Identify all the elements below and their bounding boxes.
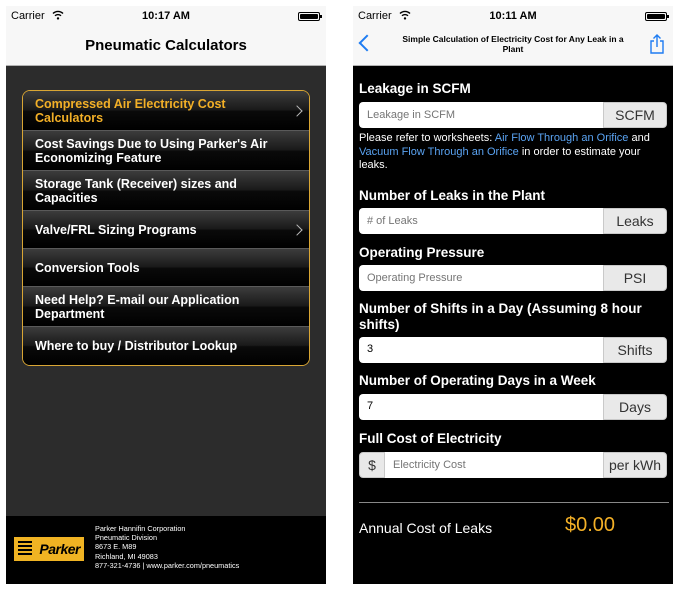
address-line[interactable]: 877-321-4736 | www.parker.com/pneumatics (95, 560, 240, 570)
company-address (95, 524, 239, 570)
leakage-field-group (359, 102, 667, 128)
leakage-unit: SCFM (603, 102, 667, 128)
annual-cost-value: $0.00 (565, 514, 616, 536)
calculator-menu (22, 90, 310, 366)
electricity-label: Full Cost of Electricity (359, 430, 502, 446)
result-divider (359, 502, 669, 503)
page-title: Pneumatic Calculators (85, 37, 247, 54)
battery-icon (645, 12, 667, 21)
status-bar (353, 6, 673, 26)
clock: 10:17 AM (142, 10, 190, 22)
address-line: Pneumatic Division (95, 533, 158, 543)
leak-cost-calculator-screen (353, 6, 673, 584)
pressure-unit: PSI (603, 265, 667, 291)
note-text: Please refer to worksheets: (359, 132, 495, 144)
days-unit: Days (603, 394, 667, 420)
menu-item-storage-tank-sizes[interactable] (23, 171, 309, 211)
days-field-group (359, 394, 667, 420)
share-icon[interactable] (649, 34, 665, 54)
electricity-unit: per kWh (603, 452, 667, 478)
pneumatic-calculators-screen (6, 6, 326, 584)
menu-item-label: Storage Tank (Receiver) sizes and Capacities (35, 176, 237, 205)
days-input[interactable]: 7 (359, 394, 603, 420)
leaks-unit: Leaks (603, 208, 667, 234)
shifts-label (359, 301, 673, 333)
address-line: Parker Hannifin Corporation (95, 524, 186, 533)
footer (6, 516, 326, 584)
leakage-label: Leakage in SCFM (359, 81, 471, 96)
status-bar (6, 6, 326, 26)
calculator-form (359, 66, 673, 478)
shifts-input[interactable]: 3 (359, 337, 603, 363)
vacuum-flow-orifice-link[interactable]: Vacuum Flow Through an Orifice (359, 145, 519, 158)
menu-item-valve-frl-sizing[interactable] (23, 211, 309, 249)
address-line: 8673 E. M89 (95, 542, 137, 552)
shifts-unit: Shifts (603, 337, 667, 363)
pressure-input[interactable] (359, 265, 603, 291)
chevron-right-icon (291, 105, 302, 116)
menu-item-where-to-buy[interactable] (23, 327, 309, 365)
menu-item-label: Need Help? E-mail our Application Department (35, 292, 240, 321)
pressure-label: Operating Pressure (359, 244, 485, 260)
electricity-field-group (359, 452, 667, 478)
battery-icon (298, 12, 320, 21)
logo-text: Parker (39, 541, 80, 557)
leaks-label: Number of Leaks in the Plant (359, 187, 546, 203)
electricity-cost-input[interactable] (385, 452, 603, 478)
navigation-bar (6, 6, 326, 66)
leakage-input[interactable] (359, 102, 603, 128)
carrier-label: Carrier (358, 10, 392, 22)
shifts-label-main: Number of Shifts in a Day (359, 300, 524, 316)
annual-cost-label: Annual Cost of Leaks (359, 520, 493, 536)
menu-item-label: Cost Savings Due to Using Parker's Air Economizing Feature (35, 136, 268, 165)
menu-item-label: Compressed Air Electricity Cost Calculators (35, 96, 226, 125)
worksheet-note (359, 132, 659, 173)
air-flow-orifice-link[interactable]: Air Flow Through an Orifice (494, 132, 629, 144)
pressure-field-group (359, 265, 667, 291)
menu-item-compressed-air-electricity-cost[interactable] (23, 91, 309, 131)
parker-logo[interactable] (14, 537, 84, 561)
note-text: and (628, 132, 650, 144)
days-label: Number of Operating Days in a Week (359, 372, 596, 388)
navigation-bar (353, 6, 673, 66)
menu-item-label: Valve/FRL Sizing Programs (35, 222, 197, 237)
currency-prefix: $ (359, 452, 385, 478)
menu-item-conversion-tools[interactable] (23, 249, 309, 287)
clock: 10:11 AM (489, 10, 537, 22)
shifts-field-group (359, 337, 667, 363)
page-title: Simple Calculation of Electricity Cost for Any Leak in a Plant (402, 34, 624, 54)
logo-stripes (18, 541, 32, 557)
menu-item-label: Where to buy / Distributor Lookup (35, 339, 238, 353)
address-line: Richland, MI 49083 (95, 551, 158, 561)
menu-item-air-economizing-savings[interactable] (23, 131, 309, 171)
carrier-label: Carrier (11, 10, 45, 22)
chevron-right-icon (291, 224, 302, 235)
menu-item-need-help-email[interactable] (23, 287, 309, 327)
leaks-field-group (359, 208, 667, 234)
menu-item-label: Conversion Tools (35, 260, 140, 275)
leaks-input[interactable] (359, 208, 603, 234)
back-chevron-icon[interactable] (359, 35, 376, 52)
shifts-label-note: (Assuming 8 hour shifts) (359, 300, 642, 332)
note-text: in order to estimate your leaks. (359, 145, 641, 171)
